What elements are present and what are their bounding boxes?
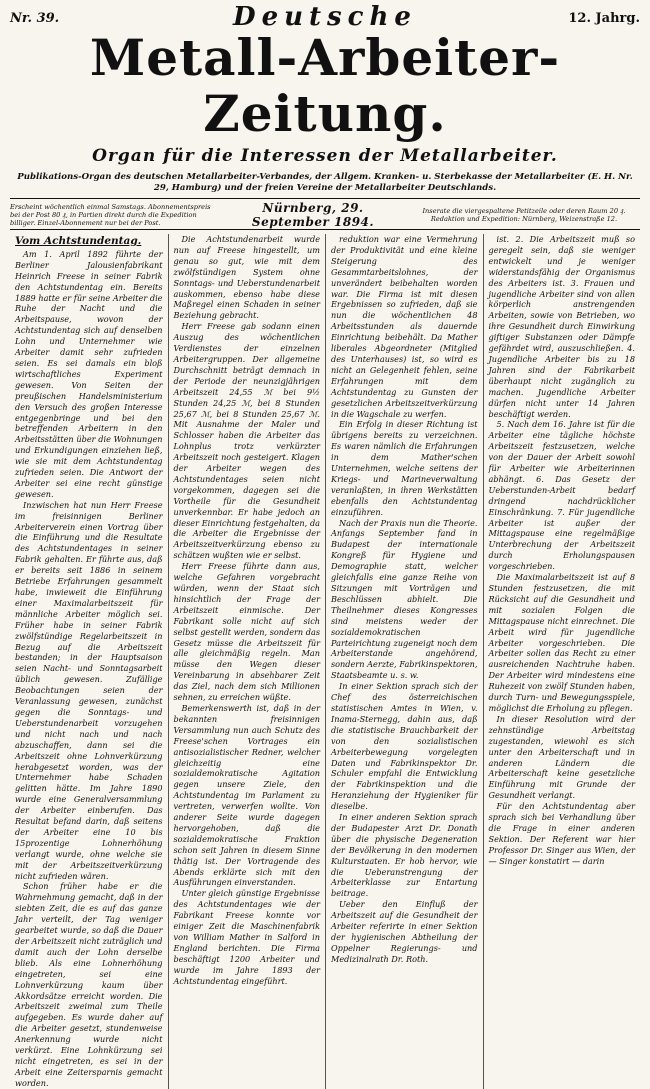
volume-year: 12. Jahrg. (568, 11, 640, 26)
article-paragraph: ist. 2. Die Arbeitszeit muß so geregelt sein, daß sie weniger entwickelt und je weniger widerstandsfähig der Organismus des Arbeiters ist. 3. Frauen und jugendliche Arbeiter sind von allen körperlich anstrengenden Arbeiten, sowie von Betrieben, wo ihre Gesundheit durch Einwirkung giftiger Substanzen oder Dämpfe gefährdet wird, auszuschließen. 4. Jugendliche Arbeiter bis zu 18 Jahren sind der Fabrikarbeit überhaupt nicht zugänglich zu machen. Jugendliche Arbeiter dürfen nicht unter 14 Jahren beschäftigt werden. (488, 234, 635, 419)
article-paragraph: Herr Freese führte dann aus, welche Gefahren vorgebracht würden, wenn der Staat sich hinsichtlich der Frage der Arbeitszeit einmische. Der Fabrikant solle nicht auf sich selbst gestellt werden, sondern das Gesetz müsse die Arbeitszeit für alle gleichmäßig regeln. Man müsse den Wegen dieser Vereinbarung in absehbarer Zeit das Ziel, nach dem sich Millionen sehnen, zu erreichen wüßte. (173, 561, 320, 703)
text-column (325, 234, 483, 1089)
article-columns (10, 234, 640, 1088)
article-paragraph: Bemerkenswerth ist, daß in der bekannten freisinnigen Versammlung nun auch Schutz des Freese'schen Vortrages ein antisozialistischer Redner, welcher gleichzeitig eine sozialdemokratische Agitation gegen unsere Ziele, den Achtstundentag im Parlament zu vertreten, verwerfen wollte. Von anderer Seite wurde dagegen hervorgehoben, daß die sozialdemokratische Fraktion schon seit Jahren in diesem Sinne thätig ist. Der Vortragende des Abends erklärte sich mit den Ausführungen einverstanden. (173, 702, 320, 888)
article-paragraph: Die Maximalarbeitszeit ist auf 8 Stunden festzusetzen, die mit Rücksicht auf die Gesundheit und mit sozialen Folgen die Mittagspause nicht einrechnet. Die Arbeit wird für jugendliche Arbeiter vorgeschrieben. Die Arbeiter sollen das Recht zu einer ausreichenden Nachtruhe haben. Der Arbeiter wird mindestens eine Ruhezeit von zwölf Stunden haben, durch Turn- und Bewegungsspiele, möglichst die Erholung zu pflegen. (488, 572, 635, 713)
text-column (483, 234, 641, 1089)
article-paragraph: Herr Freese gab sodann einen Auszug des wöchentlichen Verdienstes der einzelnen Arbeitergruppen. Der allgemeine Durchschnitt beträgt demnach in der Periode der neunzigjährigen Arbeitszeit 24,55 ℳ bei 9½ Stunden 24,25 ℳ, bei 8 Stunden 25,67 ℳ, bei 8 Stunden 25,67 ℳ. Mit Ausnahme der Maler und Schlosser haben die Arbeiter das Lohnplus trotz verkürzter Arbeitszeit noch gesteigert. Klagen der Arbeiter wegen des Achtstundentages seien nicht vorgekommen, dagegen sei die Vortheile für die Gesundheit unverkennbar. Er habe jedoch an dieser Einrichtung festgehalten, da die Arbeiter die Ergebnisse der Arbeitszeitverkürzung ebenso zu schätzen wußten wie er selbst. (173, 321, 320, 561)
article-paragraph: In einer anderen Sektion sprach der Budapester Arzt Dr. Donath über die physische Degeneration der Bevölkerung in den modernen Kulturstaaten. Er hob hervor, wie die Ueberanstrengung der Arbeiterklasse zur Entartung beitrage. (331, 812, 478, 899)
text-column (10, 234, 168, 1089)
subscription-info: Erscheint wöchentlich einmal Samstags. Abonnementspreis bei der Post 80 ₰, in Partien direkt durch die Expedition billiger. Einzel-Abonnement nur bei der Post. (10, 202, 211, 228)
publication-info: Publikations-Organ des deutschen Metallarbeiter-Verbandes, der Allgem. Kranken- u. Sterbekasse der Metallarbeiter (E. H. Nr. 29, Hamburg) und der freien Vereine der Metallarbeiter Deutschlands. (17, 172, 633, 193)
article-paragraph: 5. Nach dem 16. Jahre ist für die Arbeiter eine tägliche höchste Arbeitszeit festzusetzen, welche von der Dauer der Arbeit sowohl für Arbeiter wie Arbeiterinnen abhängt. 6. Das Gesetz der Ueberstunden-Arbeit bedarf dringend nachdrücklicher Einschränkung. 7. Für jugendliche Arbeiter ist außer der Mittagspause eine regelmäßige Unterbrechung der Arbeitszeit durch Erholungspausen vorgeschrieben. (488, 419, 635, 572)
article-paragraph: Unter gleich günstige Ergebnisse des Achtstundentages wie der Fabrikant Freese konnte vor einiger Zeit die Maschinenfabrik von William Mather in Salford in England berichten. Die Firma beschäftigt 1200 Arbeiter und wurde im Jahre 1893 der Achtstundentag eingeführt. (173, 888, 320, 986)
article-paragraph: Am 1. April 1892 führte der Berliner Jalousienfabrikant Heinrich Freese in seiner Fabrik den Achtstundentag ein. Bereits 1889 hatte er für seine Arbeiter die Ruhe der Nacht und die Arbeitspause, wovon der Achtstundentag sich auf denselben Lohn und Unternehmer wie Arbeiter damit sehr zufrieden seien. Es sei damals ein bloß wirtschaftliches Experiment gewesen. Von Seiten der preußischen Handelsministerium den Versuch des großen Interesse entgegenbringe und bei den betreffenden Arbeitern in den Arbeitsstätten über die Wohnungen und Erkundigungen einziehen ließ, wie sie mit dem Achtstundentag zufrieden seien. Die Antwort der Arbeiter sei eine recht günstige gewesen. (15, 248, 163, 499)
issue-number: Nr. 39. (10, 11, 60, 26)
article-paragraph: In dieser Resolution wird der zehnstündige Arbeitstag zugestanden, wiewohl es sich unter den Arbeiterschaft und in anderen Ländern die Arbeiterschaft keine gesetzliche Einführung mit Grunde der Gesundheit verlangt. (488, 713, 635, 801)
article-paragraph: Die Achtstundenarbeit wurde nun auf Freese hingestellt, um genau so gut, wie mit dem zwölfstündigen System ohne Sonntags- und Ueberstundenarbeit auskommen, ebenso habe diese Maßregel einen Schaden in seiner Beziehung gebracht. (173, 234, 320, 321)
masthead-prefix: Deutsche (233, 2, 417, 32)
article-paragraph: In einer Sektion sprach sich der Chef des österreichischen statistischen Amtes in Wien, v. Inama-Sternegg, dahin aus, daß die statistische Brauchbarkeit der von den sozialistischen Arbeiterbewegung vorgelegten Daten und Fabrikinspektor Dr. Schuler empfahl die Entwicklung der Fabrikinspektion und die Heranziehung der Hygieniker für dieselbe. (331, 681, 478, 812)
article-paragraph: Schon früher habe er die Wahrnehmung gemacht, daß in der siebten Zeit, die es auf das ganze Jahr verteilt, der Tag weniger gearbeitet wurde, so daß die Dauer der Arbeitszeit nicht zuträglich und damit auch der Lohn derselbe blieb. Als eine Lohnerhöhung eingetreten, sei eine Lohnverkürzung kaum über Akkordsätze erreicht worden. Die Arbeitszeit zweimal zum Theile aufgegeben. Es wurde daher auf die Arbeiter gesetzt, stundenweise Anerkennung wurde nicht verkürzt. Eine Lohnkürzung sei nicht eingetreten, es sei in der Arbeit eine Zeitersparnis gemacht worden. (15, 881, 163, 1088)
article-paragraph: Inzwischen hat nun Herr Freese im freisinnigen Berliner Arbeiterverein einen Vortrag über die Einführung und die Resultate des Achtstundentages in seiner Fabrik gehalten. Er führte aus, daß er bereits seit 1886 in seinem Betriebe Erfahrungen gesammelt habe, inwieweit die Einführung einer Maximalarbeitszeit für männliche Arbeiter möglich sei. Früher habe in seiner Fabrik zwölfstündige Regelarbeitszeit in Bezug auf die Arbeitszeit bestanden; in der Hauptsaison seien Nacht- und Sonntagsarbeit üblich gewesen. Zufällige Beobachtungen seien der Veranlassung gewesen, zunächst gegen die Sonntags- und Ueberstundenarbeit vorzugehen und nicht nach und nach abzuschaffen, dann sei die Arbeitszeit ohne Lohnverkürzung herabgesetzt worden, was der Unternehmer habe Schaden gelitten hätte. Im Jahre 1890 wurde eine Generalversammlung der Arbeiter einberufen. Das Resultat befand darin, daß seitens der Arbeiter eine 10 bis 15prozentige Lohnerhöhung verlangt wurde, ohne welche sie mit der Arbeitszeitverkürzung nicht zufrieden wären. (15, 499, 163, 881)
article-paragraph: Für den Achtstundentag aber sprach sich bei Verhandlung über die Frage in einer anderen Sektion. Der Referent war hier Professor Dr. Singer aus Wien, der — Singer konstatirt — darin (488, 801, 635, 866)
article-paragraph: Ein Erfolg in dieser Richtung ist übrigens bereits zu verzeichnen. Es waren nämlich die Erfahrungen in dem Mather'schen Unternehmen, welche seitens der Kriegs- und Marineverwaltung veranlaßten, in ihren Werkstätten ebenfalls den Achtstundentag einzuführen. (331, 419, 478, 517)
article-heading: Vom Achtstundentag. (15, 235, 142, 247)
text-column (168, 234, 326, 1089)
masthead-subtitle: Organ für die Interessen der Metallarbeiter. (92, 146, 558, 166)
advertising-info: Inserate die viergespaltene Petitzeile oder deren Raum 20 ₰. Redaktion und Expedition: Nürnberg, Weizenstraße 12. (422, 206, 626, 223)
info-bar (10, 198, 640, 230)
masthead-title: Metall-Arbeiter-Zeitung. (89, 28, 561, 143)
article-paragraph: Ueber den Einfluß der Arbeitszeit auf die Gesundheit der Arbeiter referirte in einer Sektion der hygienischen Abtheilung der Oppelner Regierungs- und Medizinalrath Dr. Roth. (331, 899, 478, 964)
issue-date: Nürnberg, 29. September 1894. (251, 201, 375, 229)
article-paragraph: reduktion war eine Vermehrung der Produktivität und eine kleine Steigerung des Gesammtarbeitslohnes, der unverändert beibehalten worden war. Die Firma ist mit diesen Ergebnissen so zufrieden, daß sie nun die wöchentlichen 48 Arbeitsstunden als dauernde Einrichtung beibehält. Da Mather liberales Abgeordneter (Mitglied des Unterhauses) ist, so wird es nicht an Gelegenheit fehlen, seine Erfahrungen mit dem Achtstundentag zu Gunsten der gesetzlichen Arbeitszeitverkürzung in die Wagschale zu werfen. (331, 234, 478, 419)
article-paragraph: Nach der Praxis nun die Theorie. Anfangs September fand in Budapest der internationale Kongreß für Hygiene und Demographie statt, welcher gleichfalls eine ganze Reihe von Sitzungen mit Vorträgen und Beschlüssen abhielt. Die Theilnehmer dieses Kongresses sind meistens weder der sozialdemokratischen Parteirichtung zugeneigt noch dem Arbeiterstande angehörend, sondern Aerzte, Fabrikinspektoren, Staatsbeamte u. s. w. (331, 517, 478, 681)
